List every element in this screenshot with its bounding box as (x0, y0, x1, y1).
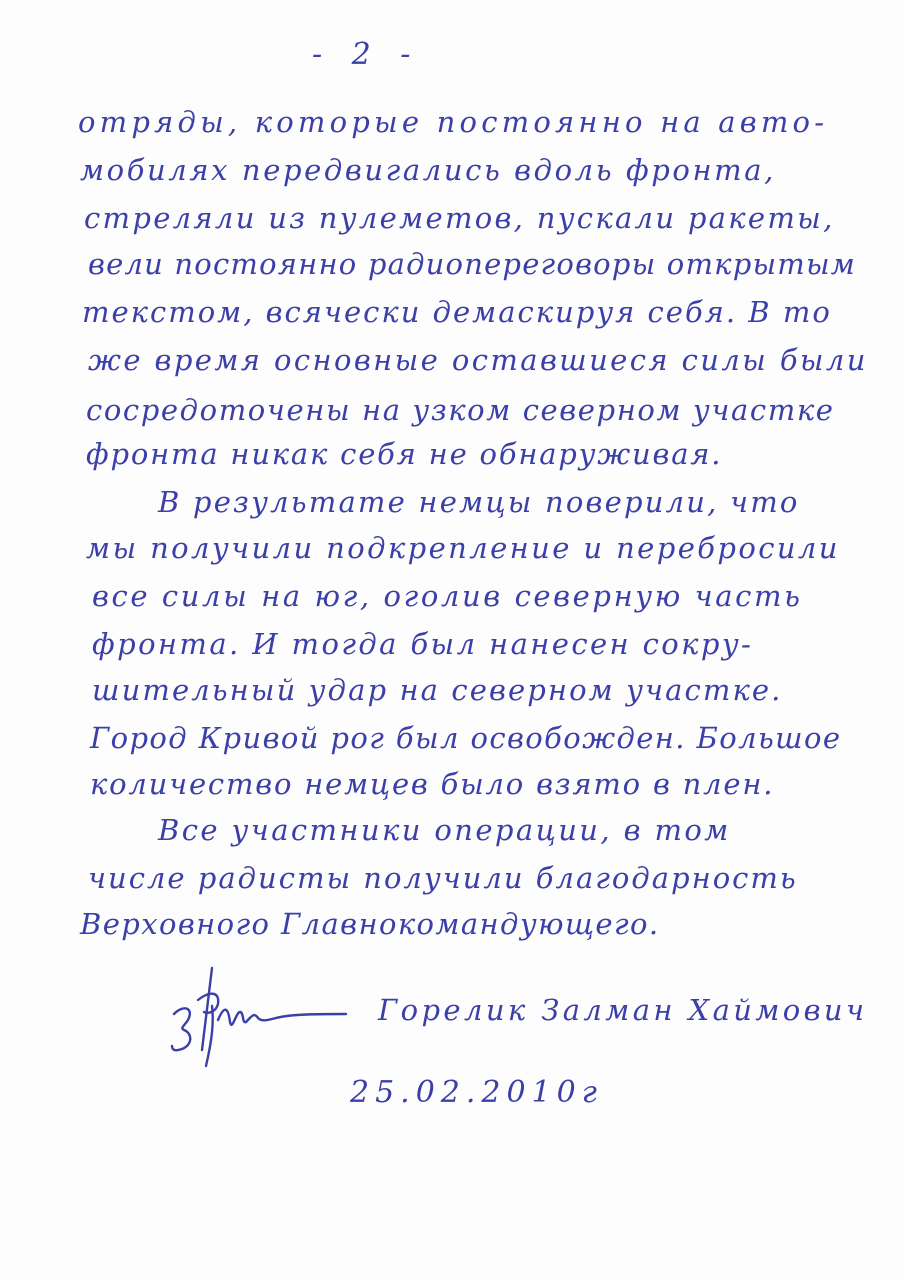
text-line: текстом, всячески демаскируя себя. В то (82, 295, 832, 329)
text-line: Все участники операции, в том (158, 813, 731, 847)
text-line: фронта никак себя не обнаруживая. (86, 437, 723, 471)
text-line: все силы на юг, оголив северную часть (92, 579, 803, 613)
text-line: вели постоянно радиопереговоры открытым (88, 247, 857, 281)
document-date: 25.02.2010г (350, 1075, 603, 1110)
text-line: же время основные оставшиеся силы были (88, 343, 868, 377)
text-line: фронта. И тогда был нанесен сокру- (92, 627, 754, 661)
text-line: Город Кривой рог был освобожден. Большое (90, 721, 842, 755)
text-line: стреляли из пулеметов, пускали ракеты, (84, 201, 835, 235)
text-line: отряды, которые постоянно на авто- (78, 105, 829, 139)
text-line: В результате немцы поверили, что (158, 485, 800, 519)
text-line: шительный удар на северном участке. (92, 673, 783, 707)
text-line: Верховного Главнокомандующего. (80, 907, 660, 941)
text-line: мобилях передвигались вдоль фронта, (80, 153, 776, 187)
handwritten-signature (168, 962, 348, 1072)
signature-scribble-icon (168, 962, 348, 1072)
text-line: сосредоточены на узком северном участке (86, 393, 835, 427)
text-line: мы получили подкрепление и перебросили (86, 531, 840, 565)
text-line: количество немцев было взято в плен. (90, 767, 775, 801)
signer-name: Горелик Залман Хаймович (378, 993, 868, 1027)
text-line: числе радисты получили благодарность (88, 861, 798, 895)
page-number: - 2 - (312, 37, 421, 72)
